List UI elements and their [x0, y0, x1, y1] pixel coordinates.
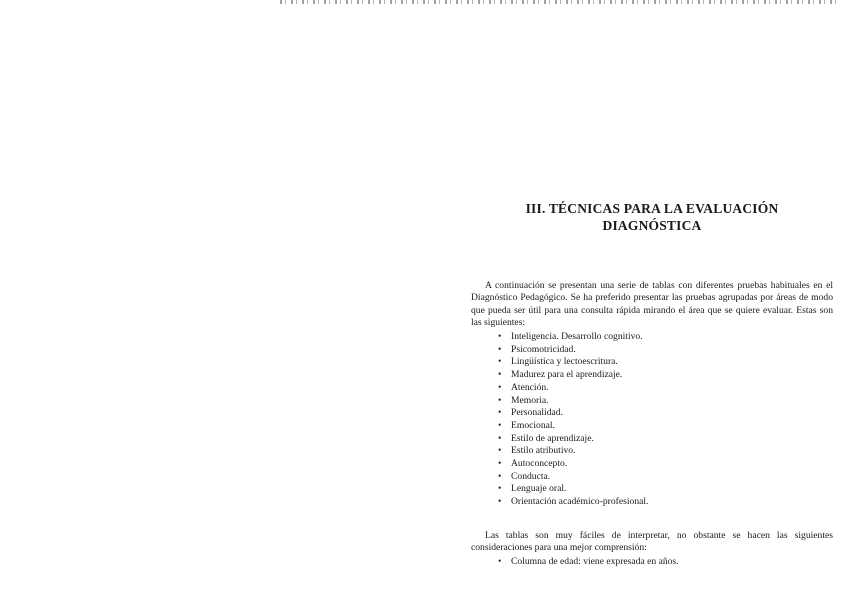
chapter-title — [471, 200, 833, 234]
list-item: • Atención. — [471, 382, 648, 395]
list-item: • Estilo de aprendizaje. — [471, 433, 648, 446]
intro-paragraph: A continuación se presentan una serie de tablas con diferentes pruebas habituales en el Diagnóstico Pedagógico. Se ha preferido presentar las pruebas agrupadas por áreas de modo que pueda ser útil para una consulta rápida mirando el área que se quiere evaluar. Estas son las siguientes: — [471, 280, 833, 328]
considerations-list — [471, 556, 679, 568]
chapter-title-line-1: III. TÉCNICAS PARA LA EVALUACIÓN — [525, 201, 779, 217]
list-item: • Conducta. — [471, 471, 648, 484]
list-item: • Lenguaje oral. — [471, 483, 648, 496]
list-item: • Lingüística y lectoescritura. — [471, 356, 648, 369]
list-item: • Personalidad. — [471, 407, 648, 420]
list-item: • Estilo atributivo. — [471, 445, 648, 458]
list-item: • Inteligencia. Desarrollo cognitivo. — [471, 331, 648, 344]
list-item: • Orientación académico-profesional. — [471, 496, 648, 509]
areas-list — [471, 331, 648, 509]
list-item: • Psicomotricidad. — [471, 344, 648, 357]
list-item: • Memoria. — [471, 395, 648, 408]
book-page — [471, 0, 833, 599]
list-item: • Columna de edad: viene expresada en años. — [471, 556, 679, 568]
chapter-title-line-2: DIAGNÓSTICA — [602, 218, 702, 234]
list-item: • Madurez para el aprendizaje. — [471, 369, 648, 382]
list-item: • Emocional. — [471, 420, 648, 433]
list-item: • Autoconcepto. — [471, 458, 648, 471]
considerations-paragraph: Las tablas son muy fáciles de interpretar, no obstante se hacen las siguientes consideraciones para una mejor comprensión: — [471, 530, 833, 554]
